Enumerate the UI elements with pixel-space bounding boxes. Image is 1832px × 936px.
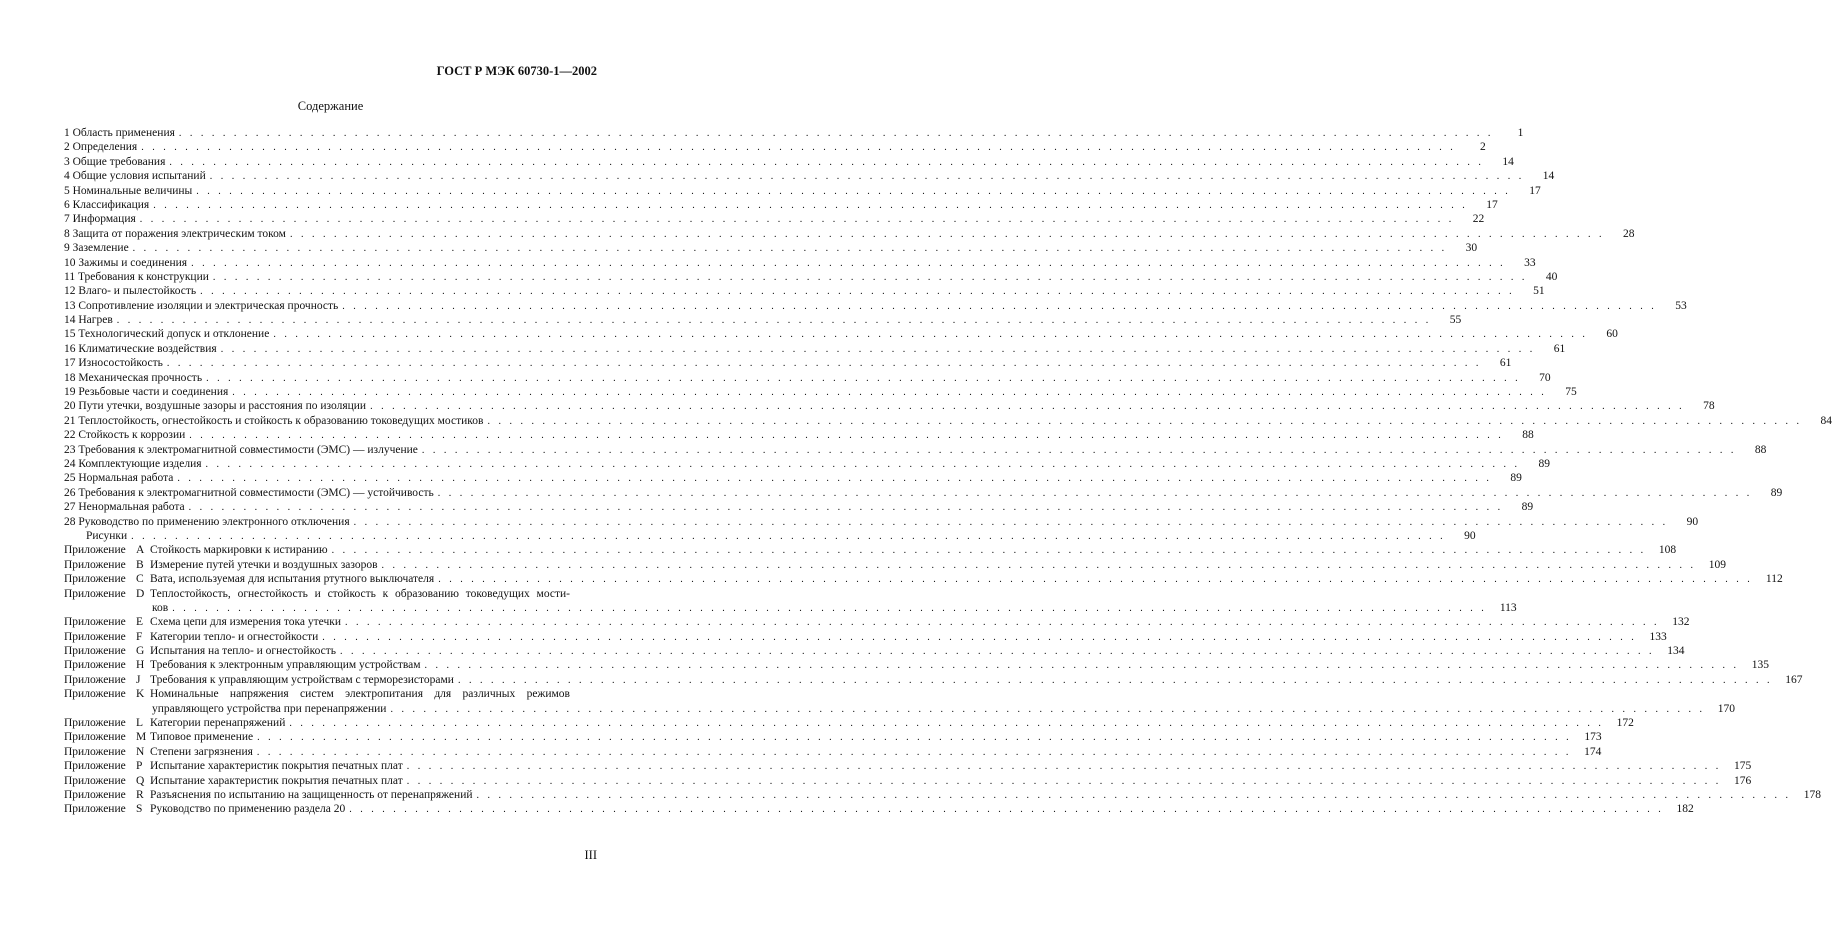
appendix-letter: A bbox=[136, 544, 145, 557]
appendix-line bbox=[64, 658, 1770, 672]
dot-leader: . . . . . . . . . . . . . . . . . . . . . . . . . . . . . . . . . . . . . . . . . . . . . . . . . . . . . . . . . . . . . . . . . . . . . . . . . . . . . . . . . . . . . . . . . . . . . . . . . . . . . . . . . . . . . . . . . . . . . . . . bbox=[132, 243, 1448, 255]
dot-leader: . . . . . . . . . . . . . . . . . . . . . . . . . . . . . . . . . . . . . . . . . . . . . . . . . . . . . . . . . . . . . . . . . . . . . . . . . . . . . . . . . . . . . . . . . . . . . . . . . . . . . . . . . . . . . . . . . . . . . . . . bbox=[438, 574, 1753, 586]
toc-entry[interactable] bbox=[64, 428, 1534, 442]
entry-title: 16 Климатические воздействия bbox=[64, 342, 217, 355]
appendix-page: 134 bbox=[1667, 645, 1685, 658]
entry-page: 61 bbox=[1499, 357, 1512, 370]
appendix-entry[interactable] bbox=[64, 716, 1634, 730]
dot-leader: . . . . . . . . . . . . . . . . . . . . . . . . . . . . . . . . . . . . . . . . . . . . . . . . . . . . . . . . . . . . . . . . . . . . . . . . . . . . . . . . . . . . . . . . . . . . . . . . . . . . . . . . . . . . . . . . . . . . . . . . bbox=[345, 617, 1660, 629]
entry-title: 4 Общие условия испытаний bbox=[64, 170, 206, 183]
entry-page: 89 bbox=[1770, 486, 1783, 499]
entry-title: 5 Номинальные величины bbox=[64, 184, 193, 197]
dot-leader: . . . . . . . . . . . . . . . . . . . . . . . . . . . . . . . . . . . . . . . . . . . . . . . . . . . . . . . . . . . . . . . . . . . . . . . . . . . . . . . . . . . . . . . . . . . . . . . . . . . . . . . . . . . . . . . . . . . . . . . . bbox=[257, 732, 1572, 744]
dot-leader: . . . . . . . . . . . . . . . . . . . . . . . . . . . . . . . . . . . . . . . . . . . . . . . . . . . . . . . . . . . . . . . . . . . . . . . . . . . . . . . . . . . . . . . . . . . . . . . . . . . . . . . . . . . . . . . . . . . . . . . . bbox=[139, 214, 1455, 226]
appendix-entry[interactable] bbox=[64, 587, 1517, 616]
toc-entry[interactable] bbox=[64, 327, 1618, 341]
toc-entry[interactable] bbox=[64, 443, 1767, 457]
appendix-line bbox=[64, 630, 1667, 644]
appendix-page: 167 bbox=[1785, 673, 1803, 686]
toc-entry[interactable] bbox=[64, 342, 1566, 356]
dot-leader: . . . . . . . . . . . . . . . . . . . . . . . . . . . . . . . . . . . . . . . . . . . . . . . . . . . . . . . . . . . . . . . . . . . . . . . . . . . . . . . . . . . . . . . . . . . . . . . . . . . . . . . . . . . . . . . . . . . . . . . . bbox=[487, 415, 1802, 427]
appendix-title: Требования к управляющим устройствам с терморезисторами bbox=[150, 673, 454, 686]
entry-page: 22 bbox=[1472, 213, 1485, 226]
entry-title: 20 Пути утечки, воздушные зазоры и расстояния по изоляции bbox=[64, 400, 367, 413]
appendix-letter: D bbox=[136, 587, 145, 600]
dot-leader: . . . . . . . . . . . . . . . . . . . . . . . . . . . . . . . . . . . . . . . . . . . . . . . . . . . . . . . . . . . . . . . . . . . . . . . . . . . . . . . . . . . . . . . . . . . . . . . . . . . . . . . . . . . . . . . . . . . . . . . . bbox=[189, 430, 1504, 442]
dot-leader: . . . . . . . . . . . . . . . . . . . . . . . . . . . . . . . . . . . . . . . . . . . . . . . . . . . . . . . . . . . . . . . . . . . . . . . . . . . . . . . . . . . . . . . . . . . . . . . . . . . . . . . . . . . . . . . . . . . . . . . . bbox=[220, 343, 1536, 355]
entry-page: 14 bbox=[1542, 170, 1555, 183]
toc-entry[interactable] bbox=[64, 356, 1512, 370]
entry-page: 51 bbox=[1533, 285, 1545, 298]
entry-page: 88 bbox=[1522, 429, 1534, 442]
dot-leader: . . . . . . . . . . . . . . . . . . . . . . . . . . . . . . . . . . . . . . . . . . . . . . . . . . . . . . . . . . . . . . . . . . . . . . . . . . . . . . . . . . . . . . . . . . . . . . . . . . . . . . . . . . . . . . . . . . . . . . . . bbox=[289, 718, 1604, 730]
appendix-letter: R bbox=[136, 788, 144, 801]
entry-title: 24 Комплектующие изделия bbox=[64, 457, 202, 470]
toc-entry[interactable] bbox=[64, 471, 1522, 485]
entry-page: 90 bbox=[1686, 515, 1699, 528]
toc-title: Содержание bbox=[297, 99, 364, 113]
entry-title: 15 Технологический допуск и отклонение bbox=[64, 328, 270, 341]
appendix-entry[interactable] bbox=[64, 630, 1667, 644]
entry-page: 40 bbox=[1545, 270, 1558, 283]
figures-label: Рисунки bbox=[86, 529, 128, 542]
entry-page: 28 bbox=[1622, 227, 1635, 240]
toc-entry[interactable] bbox=[64, 457, 1551, 471]
appendix-label: Приложение bbox=[64, 788, 126, 801]
appendix-page: 133 bbox=[1649, 630, 1667, 643]
dot-leader: . . . . . . . . . . . . . . . . . . . . . . . . . . . . . . . . . . . . . . . . . . . . . . . . . . . . . . . . . . . . . . . . . . . . . . . . . . . . . . . . . . . . . . . . . . . . . . . . . . . . . . . . . . . . . . . . . . . . . . . . bbox=[209, 171, 1525, 183]
toc-entry[interactable] bbox=[64, 256, 1536, 270]
entry-page: 70 bbox=[1539, 371, 1551, 384]
appendix-page: 135 bbox=[1751, 659, 1770, 672]
appendix-page: 173 bbox=[1584, 731, 1602, 744]
appendix-page: 109 bbox=[1708, 558, 1726, 571]
appendix-letter: S bbox=[136, 803, 143, 816]
appendix-label: Приложение bbox=[64, 717, 126, 730]
appendix-page: 182 bbox=[1676, 803, 1694, 816]
appendix-page: 108 bbox=[1658, 544, 1677, 557]
entry-page: 75 bbox=[1565, 386, 1577, 399]
appendix-title-continued: ков bbox=[152, 601, 169, 614]
appendix-line bbox=[64, 615, 1690, 629]
appendix-line bbox=[64, 802, 1694, 816]
toc-entry[interactable] bbox=[64, 169, 1555, 183]
appendix-letter: P bbox=[136, 760, 143, 773]
appendix-label: Приложение bbox=[64, 544, 126, 557]
appendix-title: Номинальные напряжения систем электропитания для различных режимов bbox=[150, 688, 570, 701]
entry-title: 25 Нормальная работа bbox=[64, 472, 174, 485]
appendix-line bbox=[64, 730, 1602, 744]
appendix-title: Стойкость маркировки к истиранию bbox=[150, 544, 328, 557]
appendix-entry[interactable] bbox=[64, 788, 1821, 802]
entry-title: 11 Требования к конструкции bbox=[64, 270, 209, 283]
dot-leader: . . . . . . . . . . . . . . . . . . . . . . . . . . . . . . . . . . . . . . . . . . . . . . . . . . . . . . . . . . . . . . . . . . . . . . . . . . . . . . . . . . . . . . . . . . . . . . . . . . . . . . . . . . . . . . . . . . . . . . . . bbox=[370, 401, 1685, 413]
appendix-line bbox=[64, 587, 600, 601]
entry-page: 89 bbox=[1521, 501, 1534, 514]
appendix-title: Схема цепи для измерения тока утечки bbox=[150, 616, 341, 629]
dot-leader: . . . . . . . . . . . . . . . . . . . . . . . . . . . . . . . . . . . . . . . . . . . . . . . . . . . . . . . . . . . . . . . . . . . . . . . . . . . . . . . . . . . . . . . . . . . . . . . . . . . . . . . . . . . . . . . . . . . . . . . . bbox=[177, 473, 1492, 485]
appendix-letter: N bbox=[136, 745, 145, 758]
dot-leader: . . . . . . . . . . . . . . . . . . . . . . . . . . . . . . . . . . . . . . . . . . . . . . . . . . . . . . . . . . . . . . . . . . . . . . . . . . . . . . . . . . . . . . . . . . . . . . . . . . . . . . . . . . . . . . . . . . . . . . . . bbox=[256, 746, 1572, 758]
appendix-title: Категории тепло- и огнестойкости bbox=[150, 630, 319, 643]
entry-page: 30 bbox=[1465, 242, 1478, 255]
appendix-title: Теплостойкость, огнестойкость и стойкость к образованию токоведущих мости- bbox=[150, 587, 570, 600]
dot-leader: . . . . . . . . . . . . . . . . . . . . . . . . . . . . . . . . . . . . . . . . . . . . . . . . . . . . . . . . . . . . . . . . . . . . . . . . . . . . . . . . . . . . . . . . . . . . . . . . . . . . . . . . . . . . . . . . . . . . . . . . bbox=[232, 387, 1547, 399]
appendix-page: 132 bbox=[1672, 616, 1690, 629]
appendix-label: Приложение bbox=[64, 774, 126, 787]
appendix-page: 112 bbox=[1765, 573, 1783, 586]
figures-page: 90 bbox=[1464, 529, 1476, 542]
entry-title: 13 Сопротивление изоляции и электрическая прочность bbox=[64, 299, 339, 312]
appendix-entry[interactable] bbox=[64, 730, 1602, 744]
entry-page: 53 bbox=[1675, 299, 1687, 312]
appendix-letter: C bbox=[136, 573, 144, 586]
toc-entry[interactable] bbox=[64, 270, 1558, 284]
appendix-title-continued: управляющего устройства при перенапряжении bbox=[152, 702, 387, 715]
dot-leader: . . . . . . . . . . . . . . . . . . . . . . . . . . . . . . . . . . . . . . . . . . . . . . . . . . . . . . . . . . . . . . . . . . . . . . . . . . . . . . . . . . . . . . . . . . . . . . . . . . . . . . . . . . . . . . . . . . . . . . . . bbox=[205, 458, 1521, 470]
entry-title: 27 Ненормальная работа bbox=[64, 501, 185, 514]
entry-page: 55 bbox=[1449, 314, 1462, 327]
appendix-line bbox=[64, 788, 1821, 802]
dot-leader: . . . . . . . . . . . . . . . . . . . . . . . . . . . . . . . . . . . . . . . . . . . . . . . . . . . . . . . . . . . . . . . . . . . . . . . . . . . . . . . . . . . . . . . . . . . . . . . . . . . . . . . . . . . . . . . . . . . . . . . . bbox=[212, 271, 1528, 283]
appendix-entry[interactable] bbox=[64, 745, 1602, 759]
entry-page: 2 bbox=[1479, 141, 1486, 154]
entry-title: 18 Механическая прочность bbox=[64, 371, 203, 384]
appendix-title: Категории перенапряжений bbox=[150, 717, 286, 730]
dot-leader: . . . . . . . . . . . . . . . . . . . . . . . . . . . . . . . . . . . . . . . . . . . . . . . . . . . . . . . . . . . . . . . . . . . . . . . . . . . . . . . . . . . . . . . . . . . . . . . . . . . . . . . . . . . . . . . . . . . . . . . . bbox=[188, 502, 1504, 514]
appendix-label: Приложение bbox=[64, 688, 126, 701]
appendix-title: Типовое применение bbox=[150, 731, 254, 744]
appendix-letter: J bbox=[136, 673, 141, 686]
appendix-line bbox=[64, 716, 1634, 730]
appendix-entry[interactable] bbox=[64, 543, 1677, 557]
appendix-line bbox=[64, 774, 1752, 788]
appendix-label: Приложение bbox=[64, 587, 126, 600]
appendix-letter: L bbox=[136, 717, 144, 730]
dot-leader: . . . . . . . . . . . . . . . . . . . . . . . . . . . . . . . . . . . . . . . . . . . . . . . . . . . . . . . . . . . . . . . . . . . . . . . . . . . . . . . . . . . . . . . . . . . . . . . . . . . . . . . . . . . . . . . . . . . . . . . . bbox=[476, 789, 1791, 801]
dot-leader: . . . . . . . . . . . . . . . . . . . . . . . . . . . . . . . . . . . . . . . . . . . . . . . . . . . . . . . . . . . . . . . . . . . . . . . . . . . . . . . . . . . . . . . . . . . . . . . . . . . . . . . . . . . . . . . . . . . . . . . . bbox=[437, 487, 1753, 499]
appendix-label: Приложение bbox=[64, 673, 126, 686]
appendix-title: Испытания на тепло- и огнестойкость bbox=[150, 645, 336, 658]
appendix-title: Разъяснения по испытанию на защищенность от перенапряжений bbox=[150, 788, 473, 801]
entry-title: 2 Определения bbox=[64, 141, 138, 154]
appendix-label: Приложение bbox=[64, 745, 126, 758]
entry-title: 1 Область применения bbox=[64, 127, 175, 139]
dot-leader: . . . . . . . . . . . . . . . . . . . . . . . . . . . . . . . . . . . . . . . . . . . . . . . . . . . . . . . . . . . . . . . . . . . . . . . . . . . . . . . . . . . . . . . . . . . . . . . . . . . . . . . . . . . . . . . . . . . . . . . . bbox=[289, 228, 1605, 240]
appendix-label: Приложение bbox=[64, 558, 126, 571]
appendix-line bbox=[64, 673, 1803, 687]
appendix-entry[interactable] bbox=[64, 774, 1752, 788]
appendix-entry[interactable] bbox=[64, 673, 1803, 687]
appendix-entry[interactable] bbox=[64, 615, 1690, 629]
appendix-entry[interactable] bbox=[64, 558, 1726, 572]
dot-leader: . . . . . . . . . . . . . . . . . . . . . . . . . . . . . . . . . . . . . . . . . . . . . . . . . . . . . . . . . . . . . . . . . . . . . . . . . . . . . . . . . . . . . . . . . . . . . . . . . . . . . . . . . . . . . . . . . . . . . . . . bbox=[342, 300, 1657, 312]
dot-leader: . . . . . . . . . . . . . . . . . . . . . . . . . . . . . . . . . . . . . . . . . . . . . . . . . . . . . . . . . . . . . . . . . . . . . . . . . . . . . . . . . . . . . . . . . . . . . . . . . . . . . . . . . . . . . . . . . . . . . . . . bbox=[457, 674, 1773, 686]
toc-entry[interactable] bbox=[64, 241, 1478, 255]
appendix-label: Приложение bbox=[64, 803, 126, 816]
dot-leader: . . . . . . . . . . . . . . . . . . . . . . . . . . . . . . . . . . . . . . . . . . . . . . . . . . . . . . . . . . . . . . . . . . . . . . . . . . . . . . . . . . . . . . . . . . . . . . . . . . . . . . . . . . . . . . . . . . . . . . . . bbox=[322, 631, 1637, 643]
toc-entry[interactable] bbox=[64, 299, 1687, 313]
entry-title: 8 Защита от поражения электрическим током bbox=[64, 227, 286, 240]
appendix-line bbox=[64, 702, 1735, 716]
appendix-line bbox=[64, 543, 1677, 557]
appendix-entry[interactable] bbox=[64, 658, 1770, 672]
entry-page: 17 bbox=[1529, 184, 1541, 197]
document-header: ГОСТ Р МЭК 60730-1—2002 bbox=[436, 64, 597, 78]
appendix-label: Приложение bbox=[64, 731, 126, 744]
figures-entry[interactable] bbox=[64, 529, 1476, 543]
appendix-line bbox=[64, 745, 1602, 759]
entry-title: 22 Стойкость к коррозии bbox=[64, 429, 186, 442]
appendix-page: 174 bbox=[1584, 745, 1602, 758]
entry-page: 14 bbox=[1502, 155, 1514, 168]
dot-leader: . . . . . . . . . . . . . . . . . . . . . . . . . . . . . . . . . . . . . . . . . . . . . . . . . . . . . . . . . . . . . . . . . . . . . . . . . . . . . . . . . . . . . . . . . . . . . . . . . . . . . . . . . . . . . . . . . . . . . . . . bbox=[353, 516, 1669, 528]
entry-page: 88 bbox=[1754, 443, 1767, 456]
entry-page: 78 bbox=[1703, 400, 1715, 413]
appendix-title: Степени загрязнения bbox=[150, 745, 253, 758]
entry-title: 28 Руководство по применению электронного отключения bbox=[64, 515, 350, 528]
appendix-letter: H bbox=[136, 659, 145, 672]
appendix-title: Требования к электронным управляющим устройствам bbox=[150, 659, 421, 672]
entry-page: 33 bbox=[1524, 256, 1536, 269]
toc-entry[interactable] bbox=[64, 184, 1541, 198]
appendix-label: Приложение bbox=[64, 645, 126, 658]
appendix-page: 178 bbox=[1803, 788, 1821, 801]
sections-list bbox=[64, 126, 1832, 529]
entry-title: 17 Износостойкость bbox=[64, 357, 163, 370]
toc-entry[interactable] bbox=[64, 155, 1514, 169]
toc-entry[interactable] bbox=[64, 126, 1524, 140]
dot-leader: . . . . . . . . . . . . . . . . . . . . . . . . . . . . . . . . . . . . . . . . . . . . . . . . . . . . . . . . . . . . . . . . . . . . . . . . . . . . . . . . . . . . . . . . . . . . . . . . . . . . . . . . . . . . . . . . . . . . . . . . bbox=[206, 372, 1521, 384]
dot-leader: . . . . . . . . . . . . . . . . . . . . . . . . . . . . . . . . . . . . . . . . . . . . . . . . . . . . . . . . . . . . . . . . . . . . . . . . . . . . . . . . . . . . . . . . . . . . . . . . . . . . . . . . . . . . . . . . . . . . . . . . bbox=[178, 128, 1494, 139]
appendix-title: Измерение путей утечки и воздушных зазоров bbox=[150, 558, 378, 571]
appendix-entry[interactable] bbox=[64, 802, 1694, 816]
appendix-entry[interactable] bbox=[64, 644, 1685, 658]
appendix-title: Вата, используемая для испытания ртутного выключателя bbox=[150, 573, 435, 586]
appendix-entry[interactable] bbox=[64, 759, 1752, 773]
entry-title: 7 Информация bbox=[64, 213, 136, 226]
appendix-page: 172 bbox=[1616, 717, 1634, 730]
toc-entry[interactable] bbox=[64, 371, 1551, 385]
toc-entry[interactable] bbox=[64, 140, 1486, 154]
dot-leader: . . . . . . . . . . . . . . . . . . . . . . . . . . . . . . . . . . . . . . . . . . . . . . . . . . . . . . . . . . . . . . . . . . . . . . . . . . . . . . . . . . . . . . . . . . . . . . . . . . . . . . . . . . . . . . . . . . . . . . . . bbox=[153, 199, 1468, 211]
entry-title: 23 Требования к электромагнитной совместимости (ЭМС) — излучение bbox=[64, 443, 418, 456]
appendix-line bbox=[64, 759, 1752, 773]
appendix-letter: G bbox=[136, 645, 145, 658]
dot-leader: . . . . . . . . . . . . . . . . . . . . . . . . . . . . . . . . . . . . . . . . . . . . . . . . . . . . . . . . . . . . . . . . . . . . . . . . . . . . . . . . . . . . . . . . . . . . . . . . . . . . . . . . . . . . . . . . . . . . . . . . bbox=[406, 761, 1722, 773]
dot-leader: . . . . . . . . . . . . . . . . . . . . . . . . . . . . . . . . . . . . . . . . . . . . . . . . . . . . . . . . . . . . . . . . . . . . . . . . . . . . . . . . . . . . . . . . . . . . . . . . . . . . . . . . . . . . . . . . . . . . . . . . bbox=[116, 315, 1432, 327]
entry-page: 61 bbox=[1553, 342, 1566, 355]
toc-entry[interactable] bbox=[64, 385, 1577, 399]
toc-entry[interactable] bbox=[64, 399, 1715, 413]
appendix-label: Приложение bbox=[64, 760, 126, 773]
toc-entry[interactable] bbox=[64, 227, 1635, 241]
entry-title: 26 Требования к электромагнитной совместимости (ЭМС) — устойчивость bbox=[64, 486, 434, 499]
appendix-page: 175 bbox=[1734, 760, 1752, 773]
toc-entry[interactable] bbox=[64, 515, 1699, 529]
toc-entry[interactable] bbox=[64, 198, 1498, 212]
toc-entry[interactable] bbox=[64, 500, 1534, 514]
appendix-letter: B bbox=[136, 558, 144, 571]
entry-title: 21 Теплостойкость, огнестойкость и стойкость к образованию токоведущих мостиков bbox=[64, 414, 484, 427]
dot-leader: . . . . . . . . . . . . . . . . . . . . . . . . . . . . . . . . . . . . . . . . . . . . . . . . . . . . . . . . . . . . . . . . . . . . . . . . . . . . . . . . . . . . . . . . . . . . . . . . . . . . . . . . . . . . . . . . . . . . . . . . bbox=[390, 703, 1705, 715]
entry-page: 17 bbox=[1486, 198, 1498, 211]
appendix-title: Руководство по применению раздела 20 bbox=[150, 803, 346, 816]
entry-title: 14 Нагрев bbox=[64, 314, 113, 327]
appendix-label: Приложение bbox=[64, 659, 126, 672]
appendix-letter: E bbox=[136, 616, 144, 629]
dot-leader: . . . . . . . . . . . . . . . . . . . . . . . . . . . . . . . . . . . . . . . . . . . . . . . . . . . . . . . . . . . . . . . . . . . . . . . . . . . . . . . . . . . . . . . . . . . . . . . . . . . . . . . . . . . . . . . . . . . . . . . . bbox=[141, 142, 1456, 154]
appendix-letter: Q bbox=[136, 774, 145, 787]
dot-leader: . . . . . . . . . . . . . . . . . . . . . . . . . . . . . . . . . . . . . . . . . . . . . . . . . . . . . . . . . . . . . . . . . . . . . . . . . . . . . . . . . . . . . . . . . . . . . . . . . . . . . . . . . . . . . . . . . . . . . . . . bbox=[339, 646, 1655, 658]
toc-entry[interactable] bbox=[64, 486, 1783, 500]
appendix-entry[interactable] bbox=[64, 572, 1783, 586]
toc-entry[interactable] bbox=[64, 414, 1832, 428]
appendix-label: Приложение bbox=[64, 616, 126, 629]
entry-page: 89 bbox=[1510, 472, 1522, 485]
appendix-label: Приложение bbox=[64, 573, 126, 586]
dot-leader: . . . . . . . . . . . . . . . . . . . . . . . . . . . . . . . . . . . . . . . . . . . . . . . . . . . . . . . . . . . . . . . . . . . . . . . . . . . . . . . . . . . . . . . . . . . . . . . . . . . . . . . . . . . . . . . . . . . . . . . . bbox=[381, 559, 1696, 571]
dot-leader: . . . . . . . . . . . . . . . . . . . . . . . . . . . . . . . . . . . . . . . . . . . . . . . . . . . . . . . . . . . . . . . . . . . . . . . . . . . . . . . . . . . . . . . . . . . . . . . . . . . . . . . . . . . . . . . . . . . . . . . . bbox=[406, 775, 1722, 787]
dot-leader: . . . . . . . . . . . . . . . . . . . . . . . . . . . . . . . . . . . . . . . . . . . . . . . . . . . . . . . . . . . . . . . . . . . . . . . . . . . . . . . . . . . . . . . . . . . . . . . . . . . . . . . . . . . . . . . . . . . . . . . . bbox=[191, 257, 1506, 269]
appendix-page: 176 bbox=[1734, 774, 1752, 787]
appendix-entry[interactable] bbox=[64, 687, 1735, 716]
page-number: III bbox=[584, 848, 597, 862]
entry-title: 6 Классификация bbox=[64, 198, 150, 211]
appendix-letter: F bbox=[136, 630, 143, 643]
dot-leader: . . . . . . . . . . . . . . . . . . . . . . . . . . . . . . . . . . . . . . . . . . . . . . . . . . . . . . . . . . . . . . . . . . . . . . . . . . . . . . . . . . . . . . . . . . . . . . . . . . . . . . . . . . . . . . . . . . . . . . . . bbox=[349, 804, 1664, 816]
entry-title: 3 Общие требования bbox=[64, 155, 166, 168]
appendix-line bbox=[64, 558, 1726, 572]
toc-entry[interactable] bbox=[64, 212, 1485, 226]
dot-leader: . . . . . . . . . . . . . . . . . . . . . . . . . . . . . . . . . . . . . . . . . . . . . . . . . . . . . . . . . . . . . . . . . . . . . . . . . . . . . . . . . . . . . . . . . . . . . . . . . . . . . . . . . . . . . . . . . . . . . . . . bbox=[196, 185, 1511, 197]
entry-page: 89 bbox=[1538, 457, 1551, 470]
appendix-letter: M bbox=[136, 731, 147, 744]
dot-leader: . . . . . . . . . . . . . . . . . . . . . . . . . . . . . . . . . . . . . . . . . . . . . . . . . . . . . . . . . . . . . . . . . . . . . . . . . . . . . . . . . . . . . . . . . . . . . . . . . . . . . . . . . . . . . . . . . . . . . . . . bbox=[166, 358, 1482, 370]
entry-page: 84 bbox=[1820, 414, 1832, 427]
appendix-page: 113 bbox=[1499, 601, 1517, 614]
dot-leader: . . . . . . . . . . . . . . . . . . . . . . . . . . . . . . . . . . . . . . . . . . . . . . . . . . . . . . . . . . . . . . . . . . . . . . . . . . . . . . . . . . . . . . . . . . . . . . . . . . . . . . . . . . . . . . . . . . . . . . . . bbox=[273, 329, 1588, 341]
toc-entry[interactable] bbox=[64, 284, 1545, 298]
appendix-title: Испытание характеристик покрытия печатных плат bbox=[150, 774, 403, 787]
entry-page: 60 bbox=[1606, 328, 1618, 341]
dot-leader: . . . . . . . . . . . . . . . . . . . . . . . . . . . . . . . . . . . . . . . . . . . . . . . . . . . . . . . . . . . . . . . . . . . . . . . . . . . . . . . . . . . . . . . . . . . . . . . . . . . . . . . . . . . . . . . . . . . . . . . . bbox=[424, 660, 1740, 672]
appendix-letter: K bbox=[136, 688, 145, 701]
entry-title: 9 Заземление bbox=[64, 242, 129, 255]
dot-leader: . . . . . . . . . . . . . . . . . . . . . . . . . . . . . . . . . . . . . . . . . . . . . . . . . . . . . . . . . . . . . . . . . . . . . . . . . . . . . . . . . . . . . . . . . . . . . . . . . . . . . . . . . . . . . . . . . . . . . . . . bbox=[200, 286, 1515, 298]
appendix-label: Приложение bbox=[64, 630, 126, 643]
dot-leader: . . . . . . . . . . . . . . . . . . . . . . . . . . . . . . . . . . . . . . . . . . . . . . . . . . . . . . . . . . . . . . . . . . . . . . . . . . . . . . . . . . . . . . . . . . . . . . . . . . . . . . . . . . . . . . . . . . . . . . . . bbox=[131, 530, 1446, 542]
entry-page: 1 bbox=[1517, 127, 1524, 139]
table-of-contents bbox=[64, 126, 1832, 817]
dot-leader: . . . . . . . . . . . . . . . . . . . . . . . . . . . . . . . . . . . . . . . . . . . . . . . . . . . . . . . . . . . . . . . . . . . . . . . . . . . . . . . . . . . . . . . . . . . . . . . . . . . . . . . . . . . . . . . . . . . . . . . . bbox=[331, 545, 1647, 557]
dot-leader: . . . . . . . . . . . . . . . . . . . . . . . . . . . . . . . . . . . . . . . . . . . . . . . . . . . . . . . . . . . . . . . . . . . . . . . . . . . . . . . . . . . . . . . . . . . . . . . . . . . . . . . . . . . . . . . . . . . . . . . . bbox=[172, 602, 1487, 614]
appendix-line bbox=[64, 687, 600, 701]
dot-leader: . . . . . . . . . . . . . . . . . . . . . . . . . . . . . . . . . . . . . . . . . . . . . . . . . . . . . . . . . . . . . . . . . . . . . . . . . . . . . . . . . . . . . . . . . . . . . . . . . . . . . . . . . . . . . . . . . . . . . . . . bbox=[421, 444, 1737, 456]
toc-entry[interactable] bbox=[64, 313, 1462, 327]
appendix-title: Испытание характеристик покрытия печатных плат bbox=[150, 760, 403, 773]
entry-title: 19 Резьбовые части и соединения bbox=[64, 386, 229, 399]
appendices-list bbox=[64, 543, 1821, 816]
entry-title: 10 Зажимы и соединения bbox=[64, 256, 188, 269]
appendix-line bbox=[64, 572, 1783, 586]
appendix-page: 170 bbox=[1717, 702, 1735, 715]
dot-leader: . . . . . . . . . . . . . . . . . . . . . . . . . . . . . . . . . . . . . . . . . . . . . . . . . . . . . . . . . . . . . . . . . . . . . . . . . . . . . . . . . . . . . . . . . . . . . . . . . . . . . . . . . . . . . . . . . . . . . . . . bbox=[169, 156, 1484, 168]
appendix-line bbox=[64, 601, 1517, 615]
entry-title: 12 Влаго- и пылестойкость bbox=[64, 285, 197, 298]
appendix-line bbox=[64, 644, 1685, 658]
